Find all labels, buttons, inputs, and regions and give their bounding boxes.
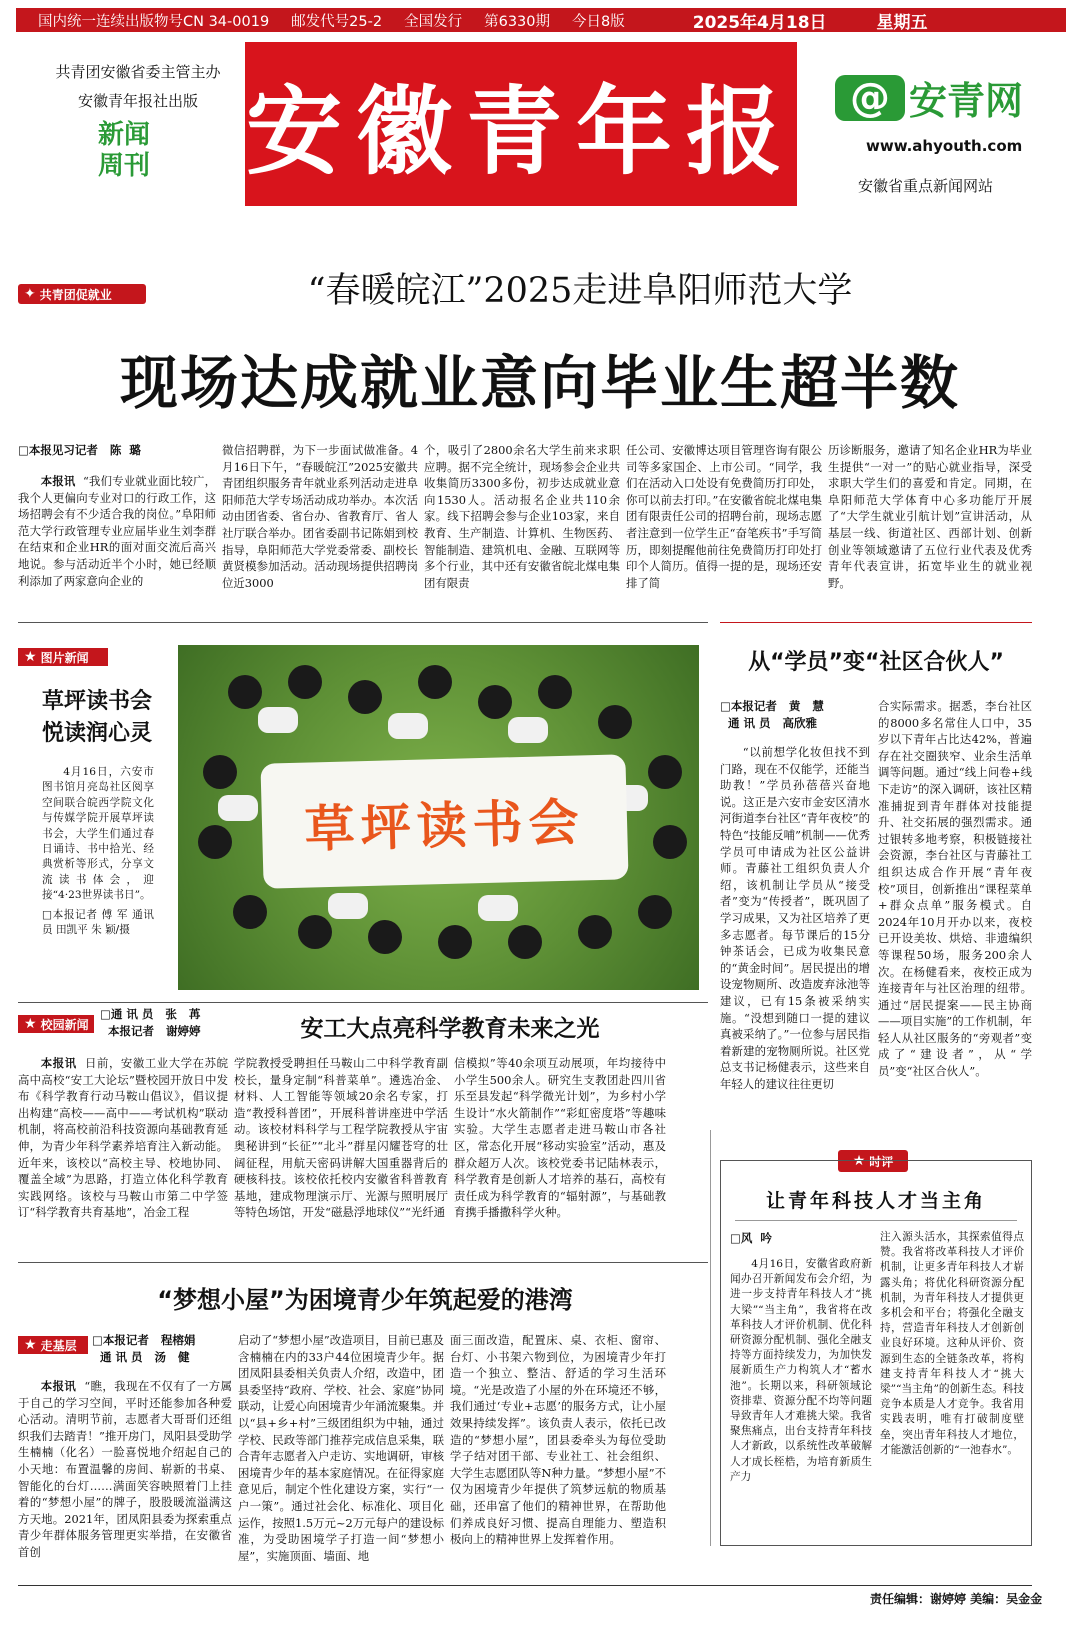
- lawn-reading-banner: 草坪读书会: [260, 754, 628, 889]
- star-icon: ★: [24, 649, 37, 665]
- page-count: 今日8版: [572, 13, 625, 30]
- book: [258, 707, 298, 733]
- section-tag-label: 校园新闻: [40, 1017, 89, 1032]
- dream-text-2: 启动了“梦想小屋”改造项目，目前已惠及含楠楠在内的33户44位困境青少年。据团凤阳县委相关负责人介绍，改造中，团县委坚持“政府、学校、社会、家庭”协同联动，让爱心向困境青少年涌流聚集。并以“县+乡+村”三级团组织为中轴，通过学校、民政等部门推荐完成信息采集，联合青年志愿者入户走访、实地调研，审核困境青少年的基本家庭情况。在征得家庭意见后，制定个性化建设方案，实行“一户一策”。通过社会化、标准化、项目化运作，按照1.5万元~2万元每户的建设标准，为受助困境学子打造一间“梦想小屋”，实施顶面、墙面、地: [238, 1333, 444, 1563]
- section-tag-campus: [18, 1015, 94, 1033]
- divider: [710, 1130, 711, 1546]
- campus-text-2: 学院教授受聘担任马鞍山二中科学教育副校长，量身定制“科普菜单”。遴选冶金、材料、人工智能等领域20余名专家，打造“教授科普团”，开展科普讲座进中学活动。该校材料科学与工程学院教授从宇宙奥秘讲到“长征”“北斗”群星闪耀苍穹的壮阔征程，用航天密码讲解大国重器背后的硬核科技。该校依托校内安徽省科普教育基地，建成物理演示厅、光源与照明展厅等特色场馆，开发“磁悬浮地球仪”“光纤通: [234, 1056, 448, 1220]
- section-tag-label: 共青团促就业: [39, 287, 112, 302]
- campus-col-2: [234, 1055, 448, 1245]
- lead-col-1: [18, 442, 216, 602]
- divider: [18, 622, 708, 623]
- campus-text-3: 信模拟”等40余项互动展项，年均接待中小学生500余人。研究生支教团赴四川省乐至县发起“科学微光计划”，为乡村小学生设计“水火箭制作”“彩虹密度塔”等趣味实验。大学生志愿者走进马鞍山市各社区，常态化开展“移动实验室”活动，惠及群众超万人次。该校党委书记陆林表示，科学教育是创新人才培养的基石，高校有责任成为科学教育的“辐射源”，与基础教育携手播撒科学火种。: [454, 1056, 666, 1220]
- person: [538, 675, 572, 709]
- divider: [735, 1220, 1017, 1221]
- person: [438, 925, 472, 959]
- star-icon: ★: [24, 1337, 37, 1353]
- photo-news-title: [42, 686, 152, 750]
- book: [508, 717, 548, 743]
- news-weekly-label: [84, 120, 164, 182]
- lead-byline: □本报见习记者 陈 璐: [18, 443, 141, 457]
- section-tag-label: 图片新闻: [40, 650, 89, 665]
- dream-text-3: 面三面改造，配置床、桌、衣柜、窗帘、台灯、小书架六物到位，为困境青少年打造一个独立、整洁、舒适的学习生活环境。“光是改造了小屋的外在环境还不够，我们通过‘专业+志愿’的服务方式，让小屋效果持续发挥”。该负责人表示，依托已改造的“梦想小屋”，团县委牵头为每位受助学子结对团干部、专业社工、社会组织、大学生志愿团队等N种力量。“梦想小屋”不仅为困境青少年提供了筑梦远航的物质基础，还串富了他们的精神世界，在帮助他们养成良好习惯、提高自理能力、塑造积极向上的精神世界上发挥着作用。: [450, 1333, 666, 1547]
- post-code: 邮发代号25-2: [291, 13, 383, 30]
- book: [218, 795, 258, 821]
- lead-label: 本报讯: [40, 474, 76, 488]
- lead-text-2: 微信招聘群，为下一步面试做准备。4月16日下午，“春暖皖江”2025安徽共青团组织服务青年就业系列活动走进阜阳师范大学专场活动成功举办。本次活动由团省委、省台办、省教育厅、省人社厅联合举办。团省委副书记陈娟到校指导，阜阳师范大学党委常委、副校长黄贤模参加活动。活动现场提供招聘岗位近3000: [222, 443, 418, 590]
- section-tag-photo: [18, 648, 108, 666]
- section-tag-label: 时评: [869, 1154, 894, 1169]
- editor-credits: 责任编辑：谢婷婷 美编：吴金金: [870, 1592, 1043, 1606]
- lead-kicker: “春暖皖江”2025走进阜阳师范大学: [307, 271, 853, 311]
- person: [578, 915, 612, 949]
- weekly-line-1: 新闻: [97, 120, 150, 150]
- campus-col-1: [18, 1055, 228, 1245]
- section-tag-employment: [18, 284, 146, 304]
- masthead: 安徽青年报: [245, 42, 797, 206]
- sponsor-block: [38, 58, 238, 116]
- person: [298, 915, 332, 949]
- person: [288, 665, 322, 699]
- website-name: 安青网: [909, 78, 1024, 123]
- person: [508, 925, 542, 959]
- community-title: 从“学员”变“社区合伙人”: [748, 650, 1004, 675]
- book: [388, 713, 428, 739]
- photo-credit: □本报记者 傅 军 通讯员 田凯平 朱 颖/摄: [42, 908, 154, 937]
- dream-title: “梦想小屋”为困境青少年筑起爱的港湾: [157, 1286, 573, 1314]
- issue-info-bar: [16, 8, 1066, 32]
- lead-col-4: [626, 442, 822, 602]
- issue-date: 2025年4月18日: [692, 12, 827, 33]
- campus-col-3: [454, 1055, 666, 1245]
- commentary-text-1: 4月16日，安徽省政府新闻办召开新闻发布会介绍，为进一步支持青年科技人才“挑大梁”“当主角”，我省将在改革科技人才评价机制、优化科研资源分配机制、强化全融支持等方面持续发力，为加快发展新质生产力构筑人才“蓄水池”。长期以来，科研领域论资排辈、资源分配不均等问题导致青年人才难挑大梁。我省聚焦痛点，出台支持青年科技人才新政，以系统性改革破解人才成长桎梏，为培育新质生产力: [730, 1258, 872, 1483]
- community-col-2: [878, 698, 1032, 1116]
- divider: [18, 1585, 1032, 1586]
- lead-label: 本报讯: [40, 1379, 77, 1393]
- book: [328, 893, 368, 919]
- weekday: 星期五: [876, 12, 928, 33]
- dream-col-2: [238, 1332, 444, 1563]
- issue-number: 第6330期: [484, 13, 550, 30]
- person: [368, 920, 402, 954]
- lead-headline: 现场达成就业意向毕业生超半数: [119, 349, 960, 417]
- website-desc: 安徽省重点新闻网站: [858, 177, 994, 195]
- flag-icon: ✦: [24, 286, 36, 302]
- caption-text: 4月16日，六安市图书馆月亮岛社区阅享空间联合皖西学院文化与传媒学院开展草坪读书会，大学生们通过春日诵诗、书中拾光、经典赏析等形式，分享文流读书体会，迎接“4·23世界读书日”。: [42, 766, 154, 902]
- person: [418, 665, 452, 699]
- person: [653, 825, 687, 859]
- commentary-text-2: 注入源头活水，其探索值得点赞。我省将改革科技人才评价机制，让更多青年科技人才崭露头角；将优化科研资源分配机制，为青年科技人才提供更多机会和平台；将强化全融支持，营造青年科技人才创新创业良好环境。这种从评价、资源到生态的全链条改革，将构建支持青年科技人才“挑大梁”“当主角”的创新生态。科技竞争本质是人才竞争。我省用实践表明，唯有打破制度壁垒，突出青年科技人才地位，才能激活创新的“一池春水”。: [880, 1231, 1024, 1456]
- book: [478, 895, 518, 921]
- person: [228, 675, 262, 709]
- community-text-2: 合实际需求。据悉，李台社区的8000多名常住人口中，35岁以下青年占比达42%，普遍存在社交圈狭窄、业余生活单调等问题。通过“线上问卷+线下走访”的深入调研，该社区精准捕捉到青年群体对技能提升、社交拓展的强烈需求。通过银转多地考察，积极链接社会资源，李台社区与青藤社工组织达成合作开展“青年夜校”项目，创新推出“课程菜单+群众点单”服务模式。自2024年10月开办以来，夜校已开设美妆、烘焙、非遗编织等课程50场，服务200余人次。在杨健看来，夜校正成为连接青年与社区治理的纽带。通过“居民提案——民主协商——项目实施”的工作机制，年轻人从社区服务的“旁观者”变成了“建设者”，从“学员”变“社区合伙人”。: [878, 699, 1032, 1079]
- person: [233, 895, 267, 929]
- distribution: 全国发行: [404, 13, 463, 30]
- commentary-title: 让青年科技人才当主角: [765, 1190, 986, 1212]
- dream-byline: □本报记者 程榕娟 通 讯 员 汤 健: [92, 1333, 196, 1364]
- commentary-col-2: [880, 1230, 1024, 1540]
- photo-title-line-1: 草坪读书会: [42, 689, 153, 714]
- commentary-col-1: [730, 1230, 872, 1540]
- divider: [18, 1262, 708, 1263]
- lead-col-2: [222, 442, 418, 602]
- lead-col-5: [828, 442, 1032, 602]
- dream-text-1: “瞧，我现在不仅有了一方属于自己的学习空间，平时还能参加各种爱心活动。清明节前，志愿者大哥哥们还组织我们去踏青！”推开房门，凤阳县受助学生楠楠（化名）一脸喜悦地介绍起自己的小天地：布置温馨的房间、崭新的书桌、智能化的台灯……满面笑容映照着门上挂着的“梦想小屋”的牌子，股股暖流溢满这方天地。2021年，团凤阳县委为探索重点青少年群体服务管理更实举措，在安徽省首创: [18, 1379, 232, 1559]
- dream-col-3: [450, 1332, 666, 1546]
- photo-title-line-2: 悦读润心灵: [42, 721, 153, 746]
- divider: [720, 622, 1032, 623]
- lead-text-1: “我们专业就业面比较广，我个人更偏向专业对口的行政工作，这场招聘会有不少适合我的岗位。”阜阳师范大学行政管理专业应届毕业生刘李群在结束和企业HR的面对面交流后高兴地说。参与活动近半个小时，她已经顺利添加了两家意向企业的: [18, 474, 216, 588]
- lead-text-5: 历诊断服务，邀请了知名企业HR为毕业生提供“一对一”的贴心就业指导，深受求职大学生们的喜爱和肯定。同期，在阜阳师范大学体育中心多功能厅开展了“大学生就业引航计划”宣讲活动，从基层一线、街道社区、西部计划、创新创业等领域邀请了五位行业代表及优秀青年代表宣讲，拓宽毕业生的就业视野。: [828, 443, 1032, 590]
- weekly-line-2: 周刊: [97, 151, 150, 181]
- at-icon: @: [835, 75, 905, 121]
- campus-title: 安工大点亮科学教育未来之光: [300, 1016, 600, 1042]
- person: [648, 755, 682, 789]
- person: [478, 685, 512, 719]
- lead-col-3: [424, 442, 620, 602]
- sponsor-line: 共青团安徽省委主管主办: [55, 63, 221, 81]
- lead-text-4: 任公司、安徽博达项目管理咨询有限公司等多家国企、上市公司。“同学，我们在活动入口处设有免费简历打印处，你可以前去打印。”在安徽省皖北煤电集团有限责任公司的招聘台前，现场志愿者注意到一位学生正“奋笔疾书”手写简历，即刻提醒他前往免费简历打印处打印个人简历。值得一提的是，现场还安排了简: [626, 443, 822, 590]
- section-tag-label: 走基层: [40, 1338, 77, 1353]
- commentary-byline: □风 吟: [730, 1231, 772, 1245]
- issn: 国内统一连续出版物号CN 34-0019: [38, 13, 270, 30]
- divider: [18, 1002, 708, 1003]
- dream-col-1: [18, 1332, 232, 1559]
- photo-caption: [42, 765, 154, 938]
- community-byline: □本报记者 黄 慧 通 讯 员 高欣雅: [720, 699, 824, 730]
- person: [348, 680, 382, 714]
- website-logo: [835, 70, 1023, 125]
- reading-party-photo: [178, 645, 699, 990]
- person: [598, 705, 632, 739]
- lead-label: 本报讯: [40, 1056, 77, 1070]
- website-url[interactable]: www.ahyouth.com: [866, 137, 1023, 155]
- star-icon: ★: [852, 1153, 866, 1169]
- lead-text-3: 个，吸引了2800余名大学生前来求职应聘。据不完全统计，现场参会企业共收集简历3300多份，初步达成就业意向1530人。活动报名企业共110余家。线下招聘会参与企业103家，来自教育、生产制造、计算机、生物医药、智能制造、建筑机电、金融、互联网等多个行业，其中还有安徽省皖北煤电集团有限责: [424, 443, 620, 590]
- publisher-line: 安徽青年报社出版: [77, 92, 198, 110]
- person: [198, 825, 232, 859]
- community-text-1: “以前想学化妆但找不到门路，现在不仅能学，还能当助教！”学员孙蓓蓓兴奋地说。这正是六安市金安区清水河街道李台社区“青年夜校”的特色“技能反哺”机制——优秀学员可申请成为社区公益讲师。青藤社工组织负责人介绍，该机制让学员从“接受者”变为“传授者”，既巩固了学习成果，又为社区培养了更多志愿者。每节课后的15分钟茶话会，已成为收集民意的“黄金时间”。居民提出的增设宠物厕所、改造废弃泳池等建议，已有15条被采纳实施。“没想到随口一提的建议真被采纳了。”一位参与居民指着新建的宠物厕所说。社区党总支书记杨健表示，这些来自年轻人的建议往往更切: [720, 745, 870, 1091]
- star-icon: ★: [24, 1016, 37, 1032]
- community-col-1: [720, 698, 870, 1116]
- person: [203, 755, 237, 789]
- person: [638, 895, 672, 929]
- campus-byline: □通 讯 员 张 苒 本报记者 谢婷婷: [100, 1007, 201, 1038]
- campus-text-1: 日前，安徽工业大学在苏皖高中高校“安工大论坛”暨校园开放日中发布《科学教育行动马鞍山倡议》，倡议提出构建“高校——高中——考试机构”联动机制，将高校前沿科技资源向基础教育延伸，为青少年科学素养培育注入新动能。近年来，该校以“高校主导、校地协同、覆盖全域”为思路，打造立体化科学教育实践网络。该校与马鞍山市第二中学签订“科学教育共育基地”，冶金工程: [18, 1056, 228, 1220]
